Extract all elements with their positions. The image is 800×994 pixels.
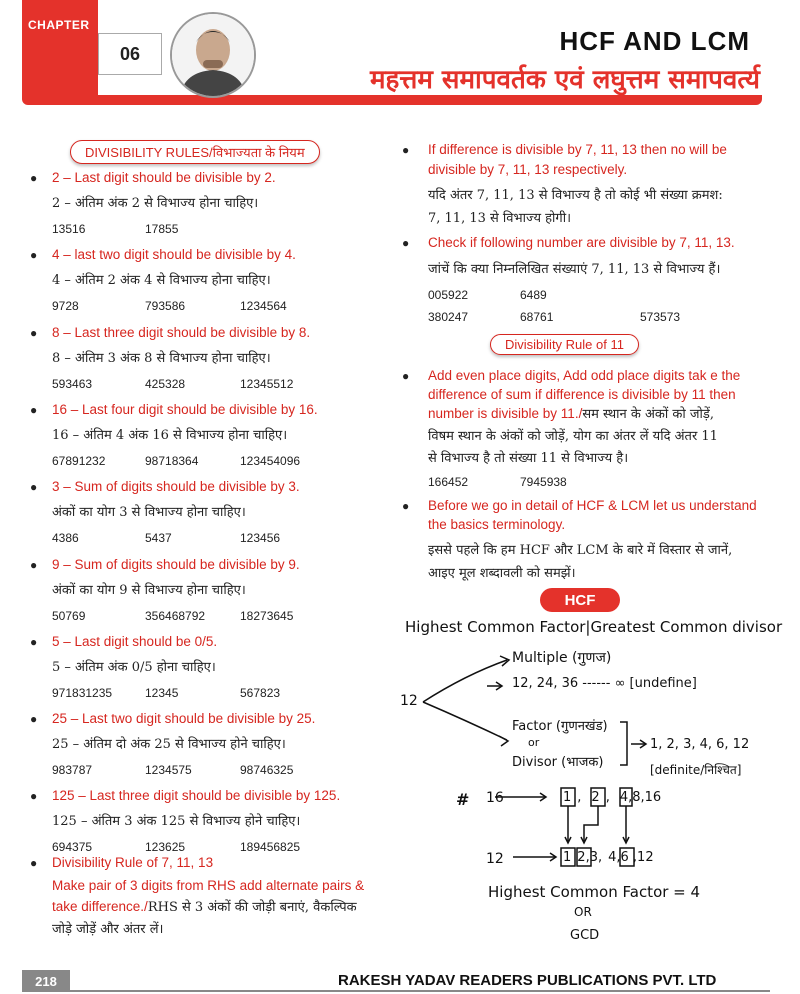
rule-english: 8 – Last three digit should be divisible by 8. (52, 325, 311, 340)
rule-hindi: 4 – अंतिम 2 अंक 4 से विभाज्य होना चाहिए। (52, 273, 271, 288)
rule-english: 16 – Last four digit should be divisible by 16. (52, 402, 318, 417)
bullet: ● (402, 143, 410, 157)
b4-hi1: इससे पहले कि हम HCF और LCM के बारे में विस्तार से जानें, (428, 543, 733, 558)
chapter-number: 06 (98, 33, 162, 75)
diagram-heading: Highest Common Factor|Greatest Common divisor (405, 618, 783, 636)
number: 005922 (428, 288, 469, 302)
diagram-hash: # (456, 790, 470, 809)
chapter-tab (22, 0, 98, 105)
example-number: 694375 (52, 840, 93, 854)
example-number: 12345 (145, 686, 179, 700)
bullet: ● (30, 326, 38, 340)
example-number: 67891232 (52, 454, 106, 468)
diagram-gcd: GCD (570, 928, 600, 943)
rule-7-11-13-line: Make pair of 3 digits from RHS add alternate pairs & (52, 878, 365, 893)
rule-english: 9 – Sum of digits should be divisible by 9. (52, 557, 300, 572)
example-number: 17855 (145, 222, 179, 236)
b3-en1: Add even place digits, Add odd place digits tak e the (428, 368, 741, 383)
example-number: 567823 (240, 686, 281, 700)
diagram-factors-12: 1 2,3, 4,6 ,12 (563, 850, 654, 865)
chapter-title-english: HCF AND LCM (559, 26, 750, 56)
example-number: 425328 (145, 377, 186, 391)
b2-hi: जांचें कि क्या निम्नलिखित संख्याएं 7, 11, 13 से विभाज्य हैं। (428, 262, 721, 277)
number: 166452 (428, 475, 469, 489)
diagram-or: or (528, 736, 540, 749)
b3-en2: difference of sum if difference is divisible by 11 then (428, 387, 736, 402)
b1-hi2: 7, 11, 13 से विभाज्य होगी। (428, 211, 572, 226)
b2-en: Check if following number are divisible by 7, 11, 13. (428, 235, 735, 250)
example-number: 50769 (52, 609, 86, 623)
diagram-multiple: Multiple (गुणज) (512, 650, 612, 666)
bullet: ● (30, 635, 38, 649)
rule-hindi: 8 – अंतिम 3 अंक 8 से विभाज्य होना चाहिए। (52, 351, 271, 366)
rule-7-11-13-hindi: जोड़े जोड़ें और अंतर लें। (52, 922, 164, 937)
number: 380247 (428, 310, 469, 324)
bullet: ● (30, 403, 38, 417)
footer-rule (70, 990, 770, 992)
example-number: 1234564 (240, 299, 287, 313)
example-number: 971831235 (52, 686, 113, 700)
number: 68761 (520, 310, 554, 324)
bullet: ● (402, 369, 410, 383)
example-number: 123625 (145, 840, 186, 854)
diagram-definite: [definite/निश्चित] (650, 763, 742, 777)
b4-en1: Before we go in detail of HCF & LCM let us understand (428, 498, 757, 513)
diagram-number-12: 12 (400, 693, 418, 709)
example-number: 793586 (145, 299, 186, 313)
rule-hindi: अंकों का योग 3 से विभाज्य होना चाहिए। (52, 505, 246, 520)
example-number: 189456825 (240, 840, 301, 854)
rule-english: 3 – Sum of digits should be divisible by 3. (52, 479, 300, 494)
bullet: ● (30, 856, 38, 870)
divisibility-rules-heading: DIVISIBILITY RULES/विभाज्यता के नियम (70, 140, 320, 164)
rule-hindi: 16 – अंतिम 4 अंक 16 से विभाज्य होना चाहिए। (52, 428, 288, 443)
rule-english: 125 – Last three digit should be divisible by 125. (52, 788, 341, 803)
rule-hindi: 2 – अंतिम अंक 2 से विभाज्य होना चाहिए। (52, 196, 259, 211)
bullet: ● (30, 480, 38, 494)
rule-english: 5 – Last digit should be 0/5. (52, 634, 218, 649)
example-number: 4386 (52, 531, 79, 545)
diagram-factor: Factor (गुणनखंड) (512, 719, 608, 734)
b1-en2: divisible by 7, 11, 13 respectively. (428, 162, 628, 177)
diagram-multiples-sequence: 12, 24, 36 ------ ∞ [undefine] (512, 676, 697, 691)
example-number: 12345512 (240, 377, 294, 391)
diagram-divisor: Divisor (भाजक) (512, 755, 604, 770)
b4-en2: the basics terminology. (428, 517, 566, 532)
b3-line3: number is divisible by 11./सम स्थान के अंकों को जोड़ें, (428, 406, 714, 422)
example-number: 593463 (52, 377, 93, 391)
b1-en1: If difference is divisible by 7, 11, 13 then no will be (428, 142, 727, 157)
rule-7-11-13-line2: take difference./RHS से 3 अंकों की जोड़ी बनाएं, वैकल्पिक (52, 899, 357, 915)
rule-english: 2 – Last digit should be divisible by 2. (52, 170, 276, 185)
publisher-name: RAKESH YADAV READERS PUBLICATIONS PVT. LTD (338, 972, 717, 989)
rule-11-heading: Divisibility Rule of 11 (490, 334, 639, 355)
diagram-factors-sequence: 1, 2, 3, 4, 6, 12 (650, 737, 750, 752)
diagram-or2: OR (574, 905, 592, 919)
example-number: 98718364 (145, 454, 199, 468)
diagram-hcf-result: Highest Common Factor = 4 (488, 883, 701, 901)
example-number: 123454096 (240, 454, 301, 468)
example-number: 983787 (52, 763, 93, 777)
example-number: 9728 (52, 299, 79, 313)
example-number: 18273645 (240, 609, 294, 623)
b4-hi2: आइए मूल शब्दावली को समझें। (428, 566, 576, 581)
rule-hindi: अंकों का योग 9 से विभाज्य होना चाहिए। (52, 583, 246, 598)
chapter-title-hindi: महत्तम समापवर्तक एवं लघुत्तम समापवर्त्य (370, 65, 760, 95)
rule-english: 4 – last two digit should be divisible by 4. (52, 247, 296, 262)
bullet: ● (30, 789, 38, 803)
rule-7-11-13-title: Divisibility Rule of 7, 11, 13 (52, 855, 214, 870)
diagram-number-12b: 12 (486, 851, 504, 867)
example-number: 5437 (145, 531, 172, 545)
example-number: 123456 (240, 531, 281, 545)
bullet: ● (30, 171, 38, 185)
example-number: 1234575 (145, 763, 192, 777)
author-photo (170, 12, 256, 98)
chapter-label: CHAPTER (28, 18, 90, 32)
rule-hindi: 5 – अंतिम अंक 0/5 होना चाहिए। (52, 660, 216, 675)
bullet: ● (30, 248, 38, 262)
b1-hi1: यदि अंतर 7, 11, 13 से विभाज्य है तो कोई भी संख्या क्रमश: (428, 188, 723, 203)
header-band (22, 95, 762, 105)
example-number: 98746325 (240, 763, 294, 777)
example-number: 13516 (52, 222, 86, 236)
hcf-badge: HCF (540, 588, 620, 612)
bullet: ● (402, 499, 410, 513)
b3-hi5: से विभाज्य है तो संख्या 11 से विभाज्य है। (428, 451, 629, 466)
rule-hindi: 125 – अंतिम 3 अंक 125 से विभाज्य होने चाहिए। (52, 814, 301, 829)
diagram-factors-16: 1 , 2 , 4,8,16 (563, 790, 662, 805)
bullet: ● (30, 558, 38, 572)
bullet: ● (30, 712, 38, 726)
page-number: 218 (22, 970, 70, 992)
diagram-number-16: 16 (486, 790, 504, 806)
bullet: ● (402, 236, 410, 250)
rule-hindi: 25 – अंतिम दो अंक 25 से विभाज्य होने चाहिए। (52, 737, 286, 752)
number: 7945938 (520, 475, 567, 489)
b3-hi4: विषम स्थान के अंकों को जोड़ें, योग का अंतर लें यदि अंतर 11 (428, 429, 718, 444)
example-number: 356468792 (145, 609, 206, 623)
rule-english: 25 – Last two digit should be divisible by 25. (52, 711, 316, 726)
number: 6489 (520, 288, 547, 302)
number: 573573 (640, 310, 681, 324)
